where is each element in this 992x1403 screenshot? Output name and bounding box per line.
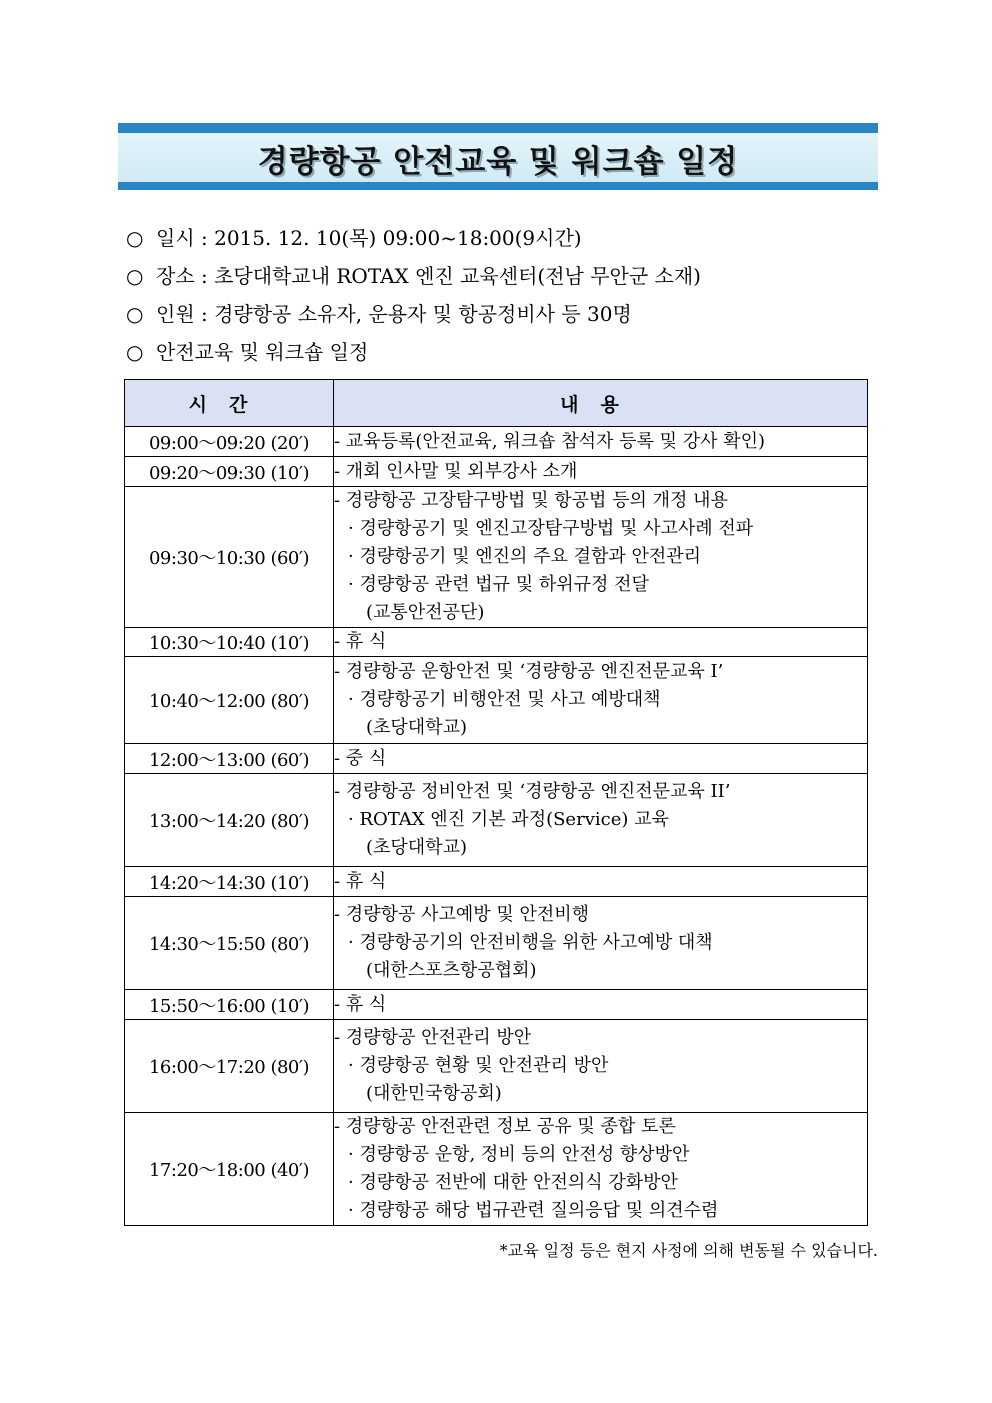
content-line: - 중 식 — [334, 747, 387, 769]
content-line: - 교육등록(안전교육, 워크숍 참석자 등록 및 강사 확인) — [334, 430, 766, 452]
content-line: · 경량항공기 비행안전 및 사고 예방대책 — [348, 689, 661, 710]
content-line: (초당대학교) — [366, 717, 467, 738]
banner-top-bar — [118, 123, 878, 133]
info-place-text: 장소 : 초당대학교내 ROTAX 엔진 교육센터(전남 무안군 소재) — [156, 264, 701, 288]
table-row — [125, 457, 868, 487]
info-date — [126, 222, 886, 260]
content-line: · 경량항공 전반에 대한 안전의식 강화방안 — [348, 1172, 678, 1193]
content-line: · 경량항공기의 안전비행을 위한 사고예방 대책 — [348, 932, 713, 953]
info-list — [126, 222, 886, 374]
row-content — [334, 774, 868, 867]
content-line: · 경량항공 현황 및 안전관리 방안 — [348, 1055, 609, 1076]
content-line: · 경량항공 해당 법규관련 질의응답 및 의견수렴 — [348, 1200, 719, 1221]
header-content: 내용 — [334, 380, 868, 427]
title-banner — [118, 123, 878, 190]
table-row — [125, 990, 868, 1020]
content-line: - 경량항공 안전관리 방안 — [334, 1027, 532, 1048]
row-time: 15:50～16:00 (10′) — [125, 990, 334, 1020]
info-date-text: 일시 : 2015. 12. 10(목) 09:00~18:00(9시간) — [156, 226, 582, 250]
row-content — [334, 457, 868, 487]
row-time: 13:00～14:20 (80′) — [125, 774, 334, 867]
content-line: - 경량항공 사고예방 및 안전비행 — [334, 904, 590, 925]
row-content — [334, 628, 868, 657]
footnote: *교육 일정 등은 현지 사정에 의해 변동될 수 있습니다. — [499, 1241, 878, 1260]
table-row — [125, 744, 868, 774]
info-people — [126, 298, 886, 336]
row-content — [334, 744, 868, 774]
content-line: (교통안전공단) — [366, 602, 485, 623]
content-line: (대한스포츠항공협회) — [366, 960, 537, 981]
content-line: - 경량항공 안전관련 정보 공유 및 종합 토론 — [334, 1116, 676, 1137]
content-line: - 휴 식 — [334, 631, 387, 652]
content-line: · 경량항공기 및 엔진의 주요 결함과 안전관리 — [348, 546, 702, 567]
circle-bullet-icon: ○ — [126, 302, 144, 326]
content-line: · ROTAX 엔진 기본 과정(Service) 교육 — [348, 809, 669, 830]
circle-bullet-icon: ○ — [126, 226, 144, 250]
table-body — [125, 427, 868, 1226]
table-header-row — [125, 380, 868, 427]
row-content — [334, 1113, 868, 1226]
table-row — [125, 1113, 868, 1226]
content-line: - 휴 식 — [334, 870, 387, 892]
table-row — [125, 774, 868, 867]
table-row — [125, 427, 868, 457]
info-schedule-heading — [126, 336, 886, 374]
header-time: 시간 — [125, 380, 334, 427]
content-line: (초당대학교) — [366, 837, 467, 858]
content-line: · 경량항공 운항, 정비 등의 안전성 향상방안 — [348, 1144, 690, 1165]
row-time: 10:30～10:40 (10′) — [125, 628, 334, 657]
banner-bottom-bar — [118, 182, 878, 190]
row-time: 09:00～09:20 (20′) — [125, 427, 334, 457]
table-row — [125, 867, 868, 897]
content-line: - 개회 인사말 및 외부강사 소개 — [334, 460, 578, 482]
row-time: 16:00～17:20 (80′) — [125, 1020, 334, 1113]
row-content — [334, 657, 868, 744]
schedule-table — [124, 379, 868, 1226]
circle-bullet-icon: ○ — [126, 264, 144, 288]
table-row — [125, 897, 868, 990]
content-line: - 휴 식 — [334, 993, 387, 1015]
page-title: 경량항공 안전교육 및 워크숍 일정 — [257, 144, 739, 180]
table-row — [125, 628, 868, 657]
content-line: · 경량항공 관련 법규 및 하위규정 전달 — [348, 574, 649, 595]
content-line: - 경량항공 고장탐구방법 및 항공법 등의 개정 내용 — [334, 490, 728, 511]
row-time: 17:20～18:00 (40′) — [125, 1113, 334, 1226]
row-time: 14:30～15:50 (80′) — [125, 897, 334, 990]
row-time: 14:20～14:30 (10′) — [125, 867, 334, 897]
row-content — [334, 487, 868, 628]
row-time: 10:40～12:00 (80′) — [125, 657, 334, 744]
content-line: - 경량항공 운항안전 및 ‘경량항공 엔진전문교육 I’ — [334, 661, 724, 682]
row-content — [334, 427, 868, 457]
content-line: · 경량항공기 및 엔진고장탐구방법 및 사고사례 전파 — [348, 518, 754, 539]
row-time: 09:20～09:30 (10′) — [125, 457, 334, 487]
row-content — [334, 867, 868, 897]
table-row — [125, 657, 868, 744]
info-place — [126, 260, 886, 298]
content-line: - 경량항공 정비안전 및 ‘경량항공 엔진전문교육 II’ — [334, 781, 731, 802]
row-content — [334, 990, 868, 1020]
table-row — [125, 1020, 868, 1113]
row-time: 12:00～13:00 (60′) — [125, 744, 334, 774]
row-time: 09:30～10:30 (60′) — [125, 487, 334, 628]
row-content — [334, 897, 868, 990]
info-people-text: 인원 : 경량항공 소유자, 운용자 및 항공정비사 등 30명 — [156, 302, 632, 326]
table-row — [125, 487, 868, 628]
circle-bullet-icon: ○ — [126, 340, 144, 364]
row-content — [334, 1020, 868, 1113]
info-schedule-text: 안전교육 및 워크숍 일정 — [156, 340, 369, 364]
content-line: (대한민국항공회) — [366, 1083, 502, 1104]
